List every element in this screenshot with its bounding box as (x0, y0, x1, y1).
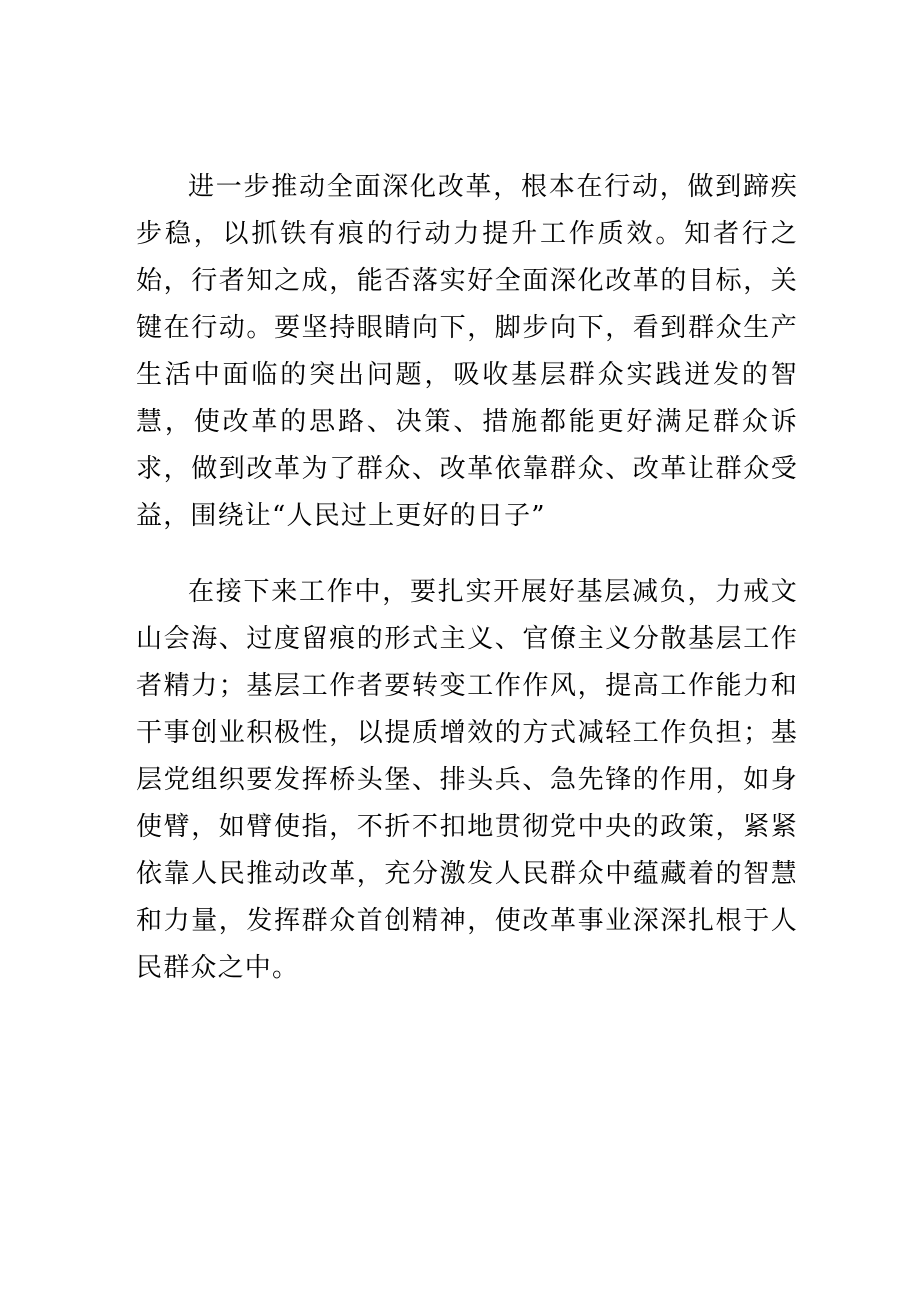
paragraph-2: 在接下来工作中，要扎实开展好基层减负，力戒文山会海、过度留痕的形式主义、官僚主义分散基层工作者精力；基层工作者要转变工作作风，提高工作能力和干事创业积极性，以提质增效的方式减轻工作负担；基层党组织要发挥桥头堡、排头兵、急先锋的作用，如身使臂，如臂使指，不折不扣地贯彻党中央的政策，紧紧依靠人民推动改革，充分激发人民群众中蕴藏着的智慧和力量，发挥群众首创精神，使改革事业深深扎根于人民群众之中。 (136, 577, 798, 983)
paragraph-1: 进一步推动全面深化改革，根本在行动，做到蹄疾步稳，以抓铁有痕的行动力提升工作质效。知者行之始，行者知之成，能否落实好全面深化改革的目标，关键在行动。要坚持眼睛向下，脚步向下，看到群众生产生活中面临的突出问题，吸收基层群众实践迸发的智慧，使改革的思路、决策、措施都能更好满足群众诉求，做到改革为了群众、改革依靠群众、改革让群众受益，围绕让“人民过上更好的日子” (136, 172, 798, 531)
document-body (136, 164, 798, 992)
